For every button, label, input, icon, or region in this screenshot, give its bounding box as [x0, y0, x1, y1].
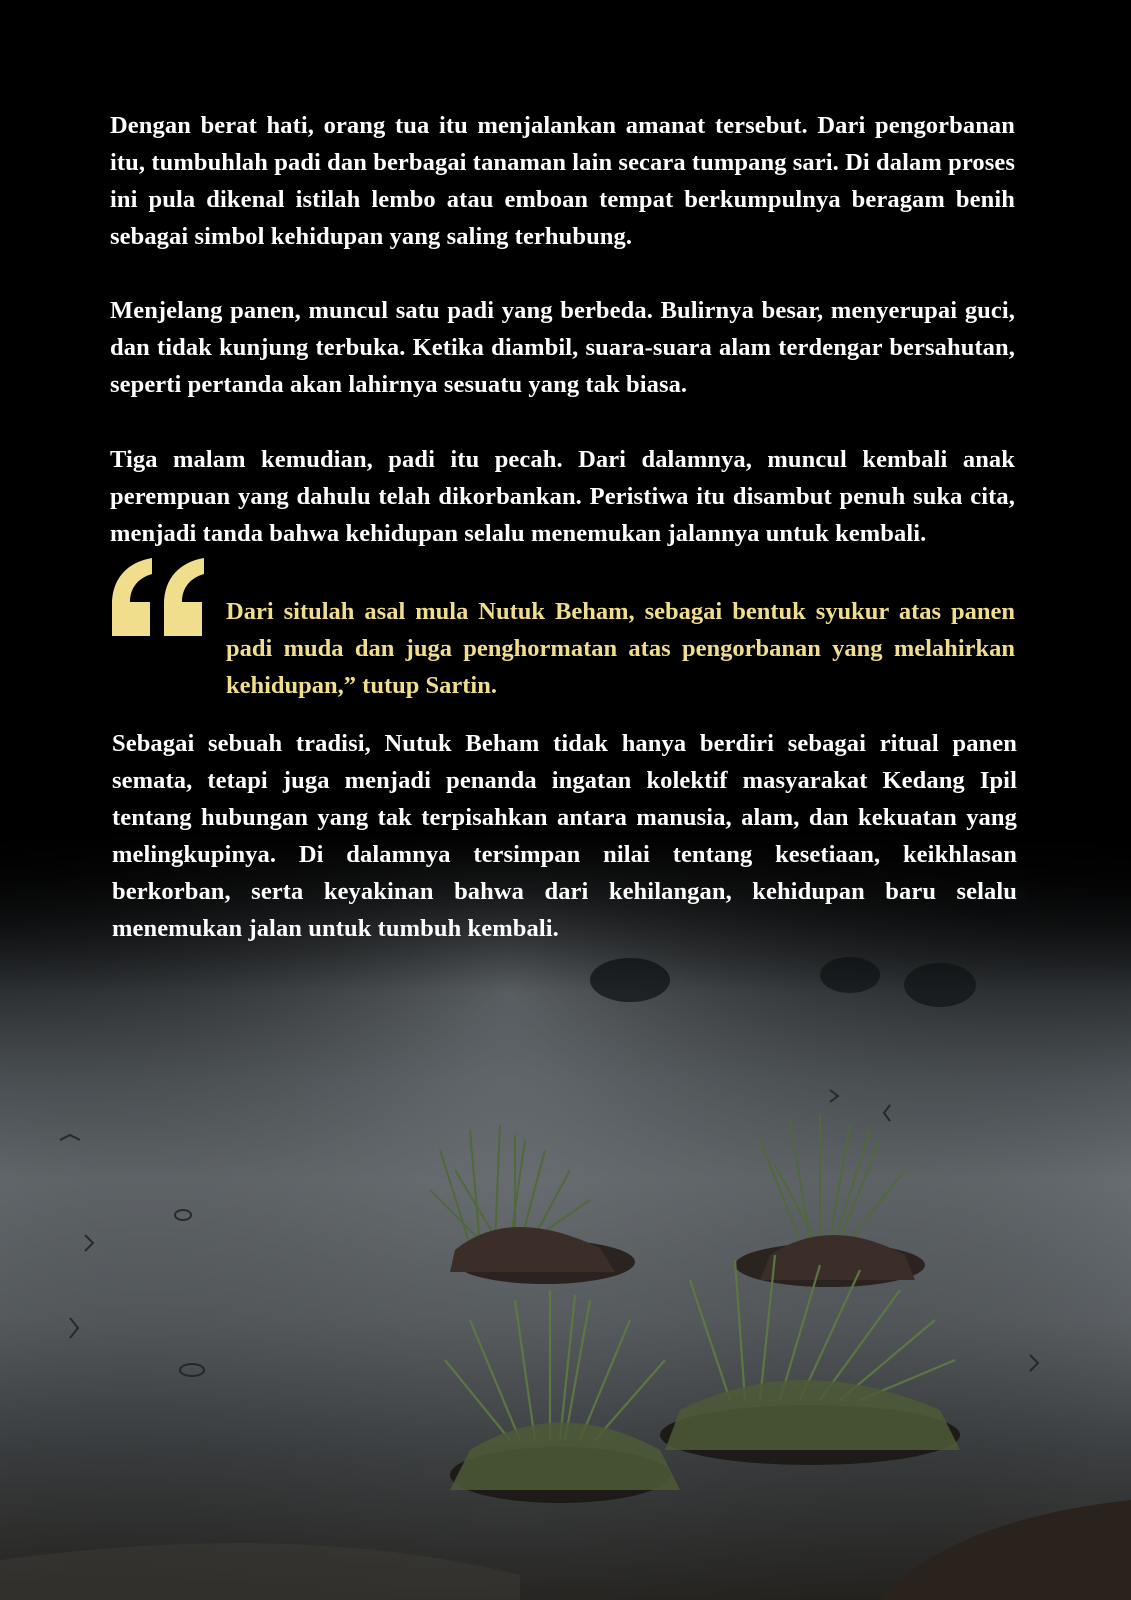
- body-paragraph: Sebagai sebuah tradisi, Nutuk Beham tidak hanya berdiri sebagai ritual panen semata, tetapi juga menjadi penanda ingatan kolektif masyarakat Kedang Ipil tentang hubungan yang tak terpisahkan antara manusia, alam, dan kekuatan yang melingkupinya. Di dalamnya tersimpan nilai tentang kesetiaan, keikhlasan berkorban, serta keyakinan bahwa dari kehilangan, kehidupan baru selalu menemukan jalan untuk tumbuh kembali.: [112, 730, 1017, 942]
- body-paragraph: Dengan berat hati, orang tua itu menjalankan amanat tersebut. Dari pengorbanan itu, tumbuhlah padi dan berbagai tanaman lain secara tumpang sari. Di dalam proses ini pula dikenal istilah lembo atau emboan tempat berkumpulnya beragam benih sebagai simbol kehidupan yang saling terhubung.: [110, 112, 1015, 250]
- pull-quote: Dari situlah asal mula Nutuk Beham, sebagai bentuk syukur atas panen padi muda dan juga penghormatan atas pengorbanan yang melahirkan kehidupan,” tutup Sartin.: [226, 598, 1015, 699]
- body-paragraph: Tiga malam kemudian, padi itu pecah. Dari dalamnya, muncul kembali anak perempuan yang dahulu telah dikorbankan. Peristiwa itu disambut penuh suka cita, menjadi tanda bahwa kehidupan selalu menemukan jalannya untuk kembali.: [110, 446, 1015, 547]
- opening-quote-icon: [110, 556, 206, 638]
- body-paragraph: Menjelang panen, muncul satu padi yang berbeda. Bulirnya besar, menyerupai guci, dan tidak kunjung terbuka. Ketika diambil, suara-suara alam terdengar bersahutan, seperti pertanda akan lahirnya sesuatu yang tak biasa.: [110, 297, 1015, 398]
